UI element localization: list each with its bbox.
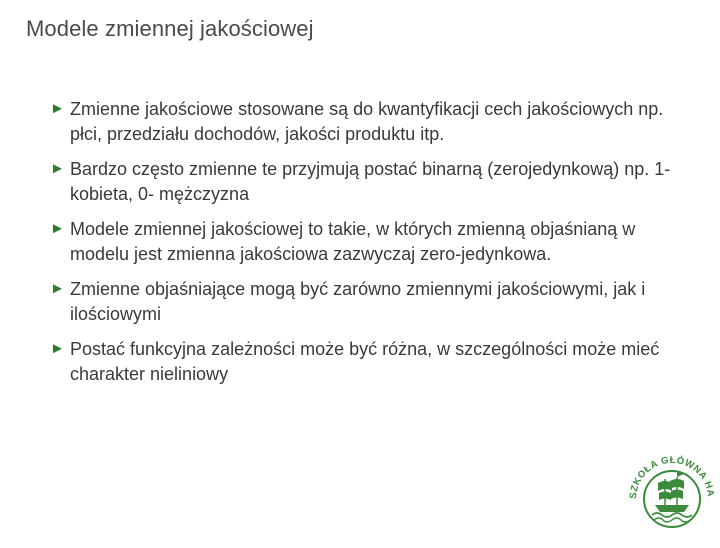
sgh-logo [622, 445, 720, 543]
bullet-item [50, 157, 690, 206]
bullet-item [50, 97, 690, 146]
bullet-text: Postać funkcyjna zależności może być różna, w szczególności może mieć charakter nieliniowy [70, 339, 660, 384]
bullet-arrow-icon: ► [50, 220, 65, 237]
slide-title: Modele zmiennej jakościowej [26, 16, 314, 41]
bullet-text: Zmienne objaśniające mogą być zarówno zmiennymi jakościowymi, jak i ilościowymi [70, 279, 646, 324]
ship-emblem-icon [622, 445, 720, 543]
bullet-item [50, 277, 690, 326]
bullet-text: Modele zmiennej jakościowej to takie, w których zmienną objaśnianą w modelu jest zmienna jakościowa zazwyczaj zero-jedynkowa. [70, 219, 636, 264]
logo-text: SZKOŁA GŁÓWNA HA [627, 454, 717, 500]
bullet-text: Bardzo często zmienne te przyjmują postać binarną (zerojedynkową) np. 1- kobieta, 0- mężczyzna [70, 159, 671, 204]
bullet-arrow-icon: ► [50, 340, 65, 357]
bullet-list [50, 97, 690, 397]
bullet-text: Zmienne jakościowe stosowane są do kwantyfikacji cech jakościowych np. płci, przedziału dochodów, jakości produktu itp. [70, 99, 664, 144]
bullet-item [50, 337, 690, 386]
bullet-arrow-icon: ► [50, 160, 65, 177]
bullet-arrow-icon: ► [50, 100, 65, 117]
bullet-item [50, 217, 690, 266]
bullet-arrow-icon: ► [50, 280, 65, 297]
